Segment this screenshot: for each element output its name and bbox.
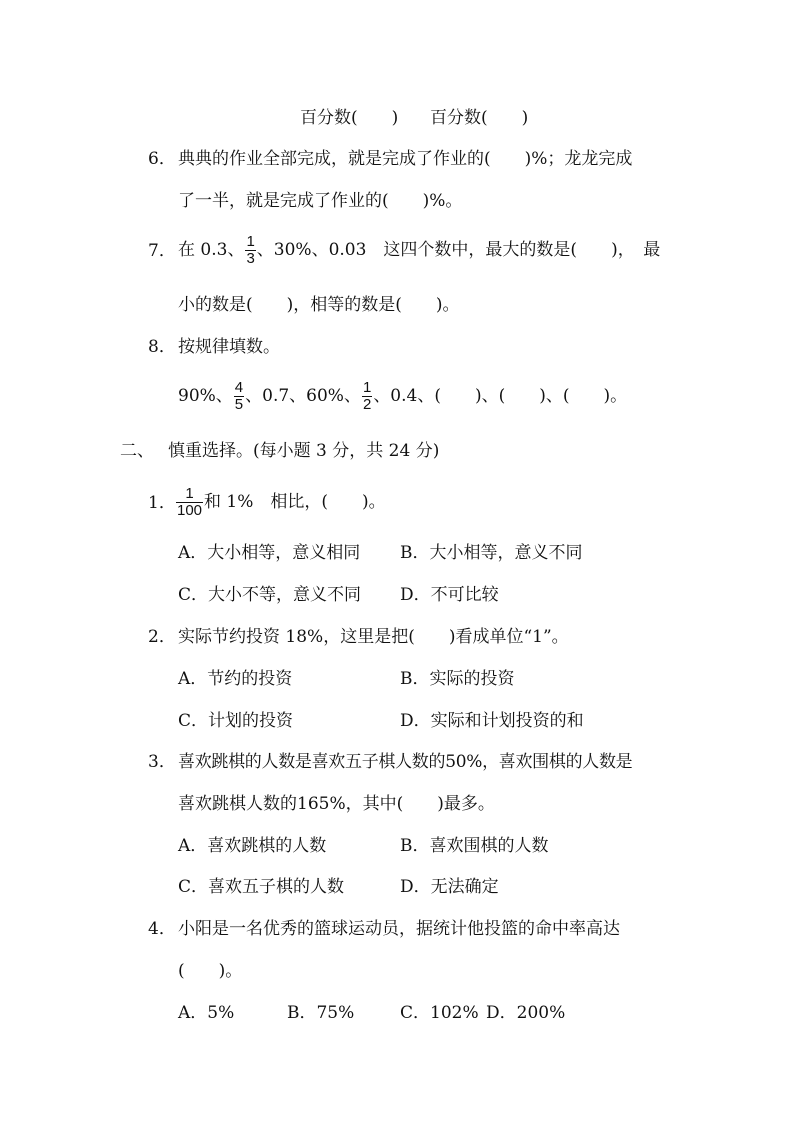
s2-option-d[interactable]: D．实际和计划投资的和	[400, 711, 584, 731]
s4-number: 4．	[148, 919, 176, 939]
s1-option-d[interactable]: D．不可比较	[400, 585, 499, 605]
s4-line1: 小阳是一名优秀的篮球运动员，据统计他投篮的命中率高达	[178, 919, 620, 939]
s1-text: 和 1% 相比，( )。	[204, 492, 386, 512]
section2-label: 二、	[120, 441, 154, 461]
q8-sequence	[178, 378, 627, 414]
q7-post: 、30%、0.03 这四个数中，最大的数是( )， 最	[256, 240, 661, 260]
q7-frac-num: 1	[246, 233, 255, 250]
q8-f1-num: 4	[234, 379, 244, 396]
q8-seq-b: 、0.7、60%、	[245, 386, 361, 406]
s2-option-a[interactable]: A．节约的投资	[178, 669, 293, 689]
q7-fraction	[245, 234, 255, 267]
q8-f2-den: 2	[362, 396, 372, 413]
s1-option-c[interactable]: C．大小不等，意义不同	[178, 585, 362, 605]
s4-option-a[interactable]: A．5%	[178, 1003, 235, 1023]
s1-frac-num: 1	[176, 486, 203, 503]
s4-option-b[interactable]: B．75%	[287, 1003, 355, 1023]
s3-option-a[interactable]: A．喜欢跳棋的人数	[178, 836, 327, 856]
q8-text: 按规律填数。	[178, 337, 280, 357]
q6-line2: 了一半，就是完成了作业的( )%。	[178, 191, 463, 211]
s3-number: 3．	[148, 752, 176, 772]
s3-line1: 喜欢跳棋的人数是喜欢五子棋人数的50%，喜欢围棋的人数是	[178, 752, 633, 772]
q8-number: 8．	[148, 337, 176, 357]
s1-option-a[interactable]: A．大小相等，意义相同	[178, 543, 361, 563]
s1-option-b[interactable]: B．大小相等，意义不同	[400, 543, 583, 563]
s1-line	[175, 480, 386, 524]
q8-fraction-1	[234, 380, 244, 413]
top-line-left: 百分数( )	[300, 108, 399, 128]
top-line-right: 百分数( )	[430, 108, 529, 128]
s3-line2: 喜欢跳棋人数的165%，其中( )最多。	[178, 794, 495, 814]
s2-option-b[interactable]: B．实际的投资	[400, 669, 515, 689]
q8-f2-num: 1	[362, 379, 372, 396]
q8-seq-c: 、0.4、( )、( )、( )。	[373, 386, 628, 406]
q7-line1	[178, 232, 660, 268]
s1-number: 1．	[148, 493, 176, 513]
s1-fraction	[176, 486, 203, 519]
q7-line2: 小的数是( )，相等的数是( )。	[178, 295, 460, 315]
s4-option-d[interactable]: D．200%	[486, 1003, 566, 1023]
s3-option-c[interactable]: C．喜欢五子棋的人数	[178, 877, 345, 897]
q8-fraction-2	[362, 380, 372, 413]
s3-option-b[interactable]: B．喜欢围棋的人数	[400, 836, 549, 856]
s2-number: 2．	[148, 627, 176, 647]
q7-pre: 在 0.3、	[178, 240, 245, 260]
s4-option-c[interactable]: C．102%	[400, 1003, 479, 1023]
section2-title: 慎重选择。(每小题 3 分，共 24 分)	[168, 441, 440, 461]
q8-seq-a: 90%、	[178, 386, 233, 406]
q7-frac-den: 3	[246, 250, 255, 267]
q6-line1: 典典的作业全部完成，就是完成了作业的( )%；龙龙完成	[178, 149, 633, 169]
q7-number: 7．	[148, 241, 176, 261]
s2-option-c[interactable]: C．计划的投资	[178, 711, 294, 731]
s3-option-d[interactable]: D．无法确定	[400, 877, 499, 897]
s1-frac-den: 100	[177, 502, 203, 519]
q6-number: 6．	[148, 149, 176, 169]
s4-line2: ( )。	[178, 961, 243, 981]
s2-text: 实际节约投资 18%，这里是把( )看成单位“1”。	[178, 627, 569, 647]
q8-f1-den: 5	[234, 396, 244, 413]
